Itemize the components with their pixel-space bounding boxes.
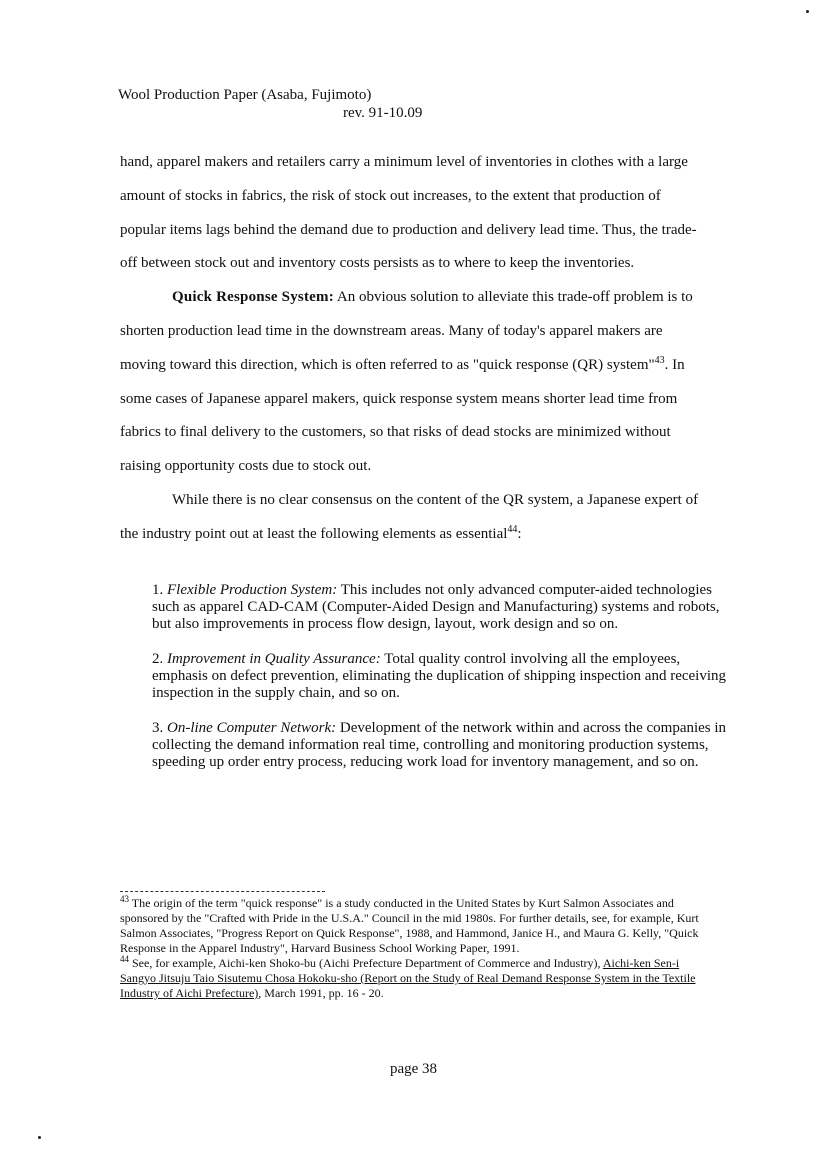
footnote-text: See, for example, Aichi-ken Shoko-bu (Aichi Prefecture Department of Commerce and Industry),: [132, 956, 601, 970]
header-revision: rev. 91-10.09: [343, 105, 423, 121]
list-item-text: Development of the network within and across the companies in collecting the demand information real time, controlling and monitoring production systems, speeding up order entry process, reducing work load for inventory management, and so on.: [152, 720, 727, 770]
body-text: [120, 146, 705, 552]
scan-speck: [806, 10, 809, 13]
list-item-title: Flexible Production System:: [167, 582, 338, 598]
page-header: [118, 86, 422, 122]
list-item-number: 2.: [152, 651, 164, 667]
list-item-number: 3.: [152, 720, 164, 736]
paragraph-2: [120, 281, 705, 484]
paragraph-3: [120, 484, 705, 552]
list-item-title: Improvement in Quality Assurance:: [167, 651, 381, 667]
footnote-43: [120, 896, 715, 956]
scan-speck: [38, 1136, 41, 1139]
essential-elements-list: [152, 582, 732, 789]
list-item: [152, 582, 732, 633]
section-heading-quick-response: Quick Response System:: [172, 289, 334, 306]
list-item-title: On-line Computer Network:: [167, 720, 337, 736]
paragraph-2-text-b: . In some cases of Japanese apparel makers, quick response system means shorter lead time from fabrics to final delivery to the customers, so that risks of dead stocks are minimized without raising opportunity costs due to stock out.: [120, 356, 685, 475]
footnote-text: The origin of the term "quick response" is a study conducted in the United States by Kurt Salmon Associates and sponsored by the "Crafted with Pride in the U.S.A." Council in the mid 1980s. For further details, see, for example, Kurt Salmon Associates, "Progress Report on Quick Response", 1988, and Hammond, Janice H., and Maura G. Kelly, "Quick Response in the Apparel Industry", Harvard Business School Working Paper, 1991.: [120, 896, 699, 955]
paragraph-3-end: :: [517, 525, 522, 542]
header-title: Wool Production Paper (Asaba, Fujimoto): [118, 87, 372, 103]
footnote-citation-title: Aichi-ken Sen-i Sangyo Jitsuju Taio Sisutemu Chosa Hokoku-sho (Report on the Study of Real Demand Response System in the Textile Industry of Aichi Prefecture): [120, 956, 696, 1000]
footnote-ref-43: 43: [654, 354, 665, 366]
footnote-44: [120, 956, 715, 1001]
footnote-number: 43: [120, 894, 129, 904]
footnote-ref-44: 44: [507, 523, 518, 535]
footnotes: [120, 896, 715, 1001]
paragraph-1: hand, apparel makers and retailers carry a minimum level of inventories in clothes with a large amount of stocks in fabrics, the risk of stock out increases, to the extent that production of popular items lags behind the demand due to production and delivery lead time. Thus, the trade-off between stock out and inventory costs persists as to where to keep the inventories.: [120, 154, 697, 272]
list-item-text: Total quality control involving all the employees, emphasis on defect prevention, eliminating the duplication of shipping inspection and receiving inspection in the supply chain, and so on.: [152, 651, 727, 701]
page-number: page 38: [389, 1061, 438, 1077]
list-item-number: 1.: [152, 582, 164, 598]
footnote-text-end: , March 1991, pp. 16 - 20.: [258, 986, 384, 1000]
paragraph-3-text: While there is no clear consensus on the content of the QR system, a Japanese expert of the industry point out at least the following elements as essential: [120, 491, 699, 542]
list-item-text: This includes not only advanced computer-aided technologies such as apparel CAD-CAM (Computer-Aided Design and Manufacturing) systems and robots, but also improvements in process flow design, layout, work design and so on.: [152, 582, 720, 632]
list-item: [152, 651, 732, 702]
footnote-number: 44: [120, 954, 129, 964]
list-item: [152, 720, 732, 771]
paragraph-2-text-a: An obvious solution to alleviate this trade-off problem is to shorten production lead time in the downstream areas. Many of today's apparel makers are moving toward this direction, which is often referred to as "quick response (QR) system": [120, 289, 693, 373]
footnote-divider: [120, 891, 325, 892]
